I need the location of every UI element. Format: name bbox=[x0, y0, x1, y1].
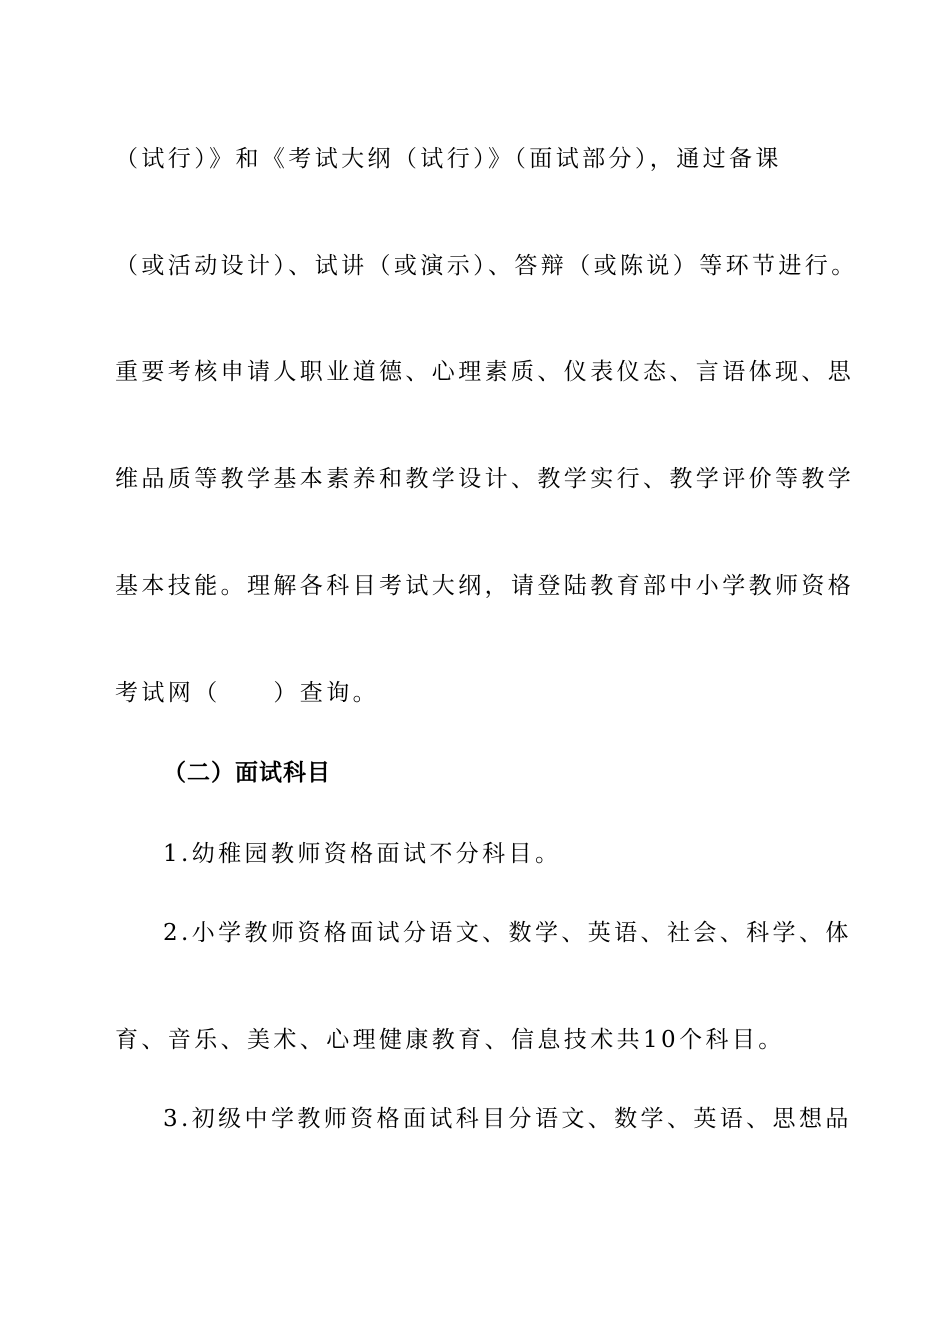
list-item-2: 2.小学教师资格面试分语文、数学、英语、社会、科学、体 bbox=[163, 920, 852, 946]
paragraph-line-2: （或活动设计）、试讲（或演示）、答辩（或陈说）等环节进行。 bbox=[115, 253, 858, 279]
paragraph-line-6: 考试网（ ）查询。 bbox=[115, 680, 379, 706]
list-item-1: 1.幼稚园教师资格面试不分科目。 bbox=[163, 841, 562, 867]
list-item-3: 3.初级中学教师资格面试科目分语文、数学、英语、思想品 bbox=[163, 1106, 852, 1132]
section-heading: （二）面试科目 bbox=[163, 760, 331, 786]
paragraph-line-4: 维品质等教学基本素养和教学设计、教学实行、教学评价等教学 bbox=[115, 466, 855, 492]
paragraph-line-3: 重要考核申请人职业道德、心理素质、仪表仪态、言语体现、思 bbox=[115, 359, 855, 385]
paragraph-line-1: （试行）》和《考试大纲（试行）》（面试部分），通过备课 bbox=[115, 146, 782, 172]
paragraph-line-5: 基本技能。理解各科目考试大纲，请登陆教育部中小学教师资格 bbox=[115, 573, 855, 599]
list-item-2-continuation: 育、音乐、美术、心理健康教育、信息技术共10个科目。 bbox=[115, 1027, 785, 1053]
